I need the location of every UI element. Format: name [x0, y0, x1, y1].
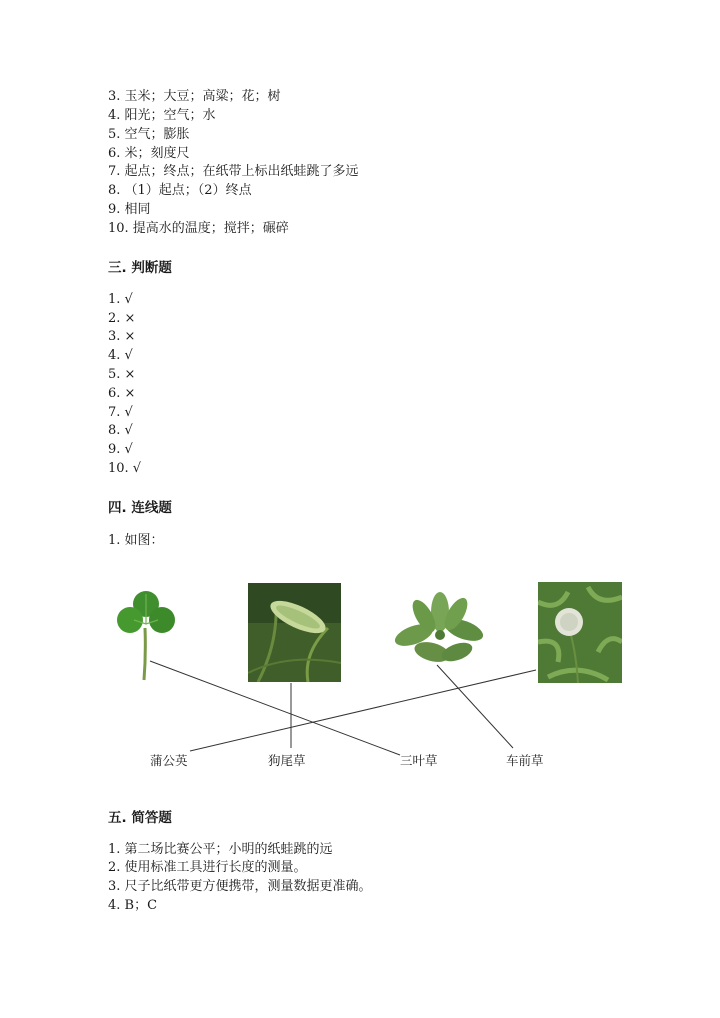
- fill-answer-10: 10. 提高水的温度；搅拌；碾碎: [108, 221, 289, 236]
- short-answer-4: 4. B；C: [108, 898, 158, 913]
- line-plantain-to-cheqiancao: [437, 665, 513, 748]
- judgement-answer: 1. √: [108, 292, 133, 307]
- fill-answer-8: 8. （1）起点；（2）终点: [108, 183, 252, 198]
- judgement-answer: 2. ×: [108, 311, 136, 326]
- judgement-answer: 9. √: [108, 442, 133, 457]
- judgement-answer: 7. √: [108, 405, 133, 420]
- judgement-answer: 8. √: [108, 423, 133, 438]
- judgement-answer: 4. √: [108, 348, 133, 363]
- short-answer-1: 1. 第二场比赛公平；小明的纸蛙跳的远: [108, 842, 333, 857]
- fill-answer-9: 9. 相同: [108, 202, 151, 217]
- section-title-short-answer: 五. 简答题: [108, 810, 172, 826]
- label-pugongying: 蒲公英: [150, 753, 188, 768]
- section-title-judgement: 三. 判断题: [108, 260, 172, 276]
- line-dandelion-to-pugongying: [190, 670, 536, 751]
- label-sanyecao: 三叶草: [400, 753, 438, 768]
- fill-answer-4: 4. 阳光；空气；水: [108, 108, 216, 123]
- judgement-answer: 6. ×: [108, 386, 136, 401]
- fill-answer-3: 3. 玉米；大豆；高粱；花；树: [108, 89, 281, 104]
- matching-intro: 1. 如图：: [108, 533, 164, 548]
- judgement-answer: 5. ×: [108, 367, 136, 382]
- judgement-answer: 3. ×: [108, 329, 136, 344]
- fill-answer-5: 5. 空气；膨胀: [108, 127, 190, 142]
- fill-answer-7: 7. 起点；终点；在纸带上标出纸蛙跳了多远: [108, 164, 359, 179]
- section-title-matching: 四. 连线题: [108, 500, 172, 516]
- label-gouweicao: 狗尾草: [268, 753, 306, 768]
- label-cheqiancao: 车前草: [506, 753, 544, 768]
- fill-answer-6: 6. 米；刻度尺: [108, 146, 190, 161]
- judgement-answer: 10. √: [108, 461, 142, 476]
- short-answer-3: 3. 尺子比纸带更方便携带，测量数据更准确。: [108, 879, 372, 894]
- short-answer-2: 2. 使用标准工具进行长度的测量。: [108, 860, 307, 875]
- line-clover-to-sanyecao: [150, 661, 400, 755]
